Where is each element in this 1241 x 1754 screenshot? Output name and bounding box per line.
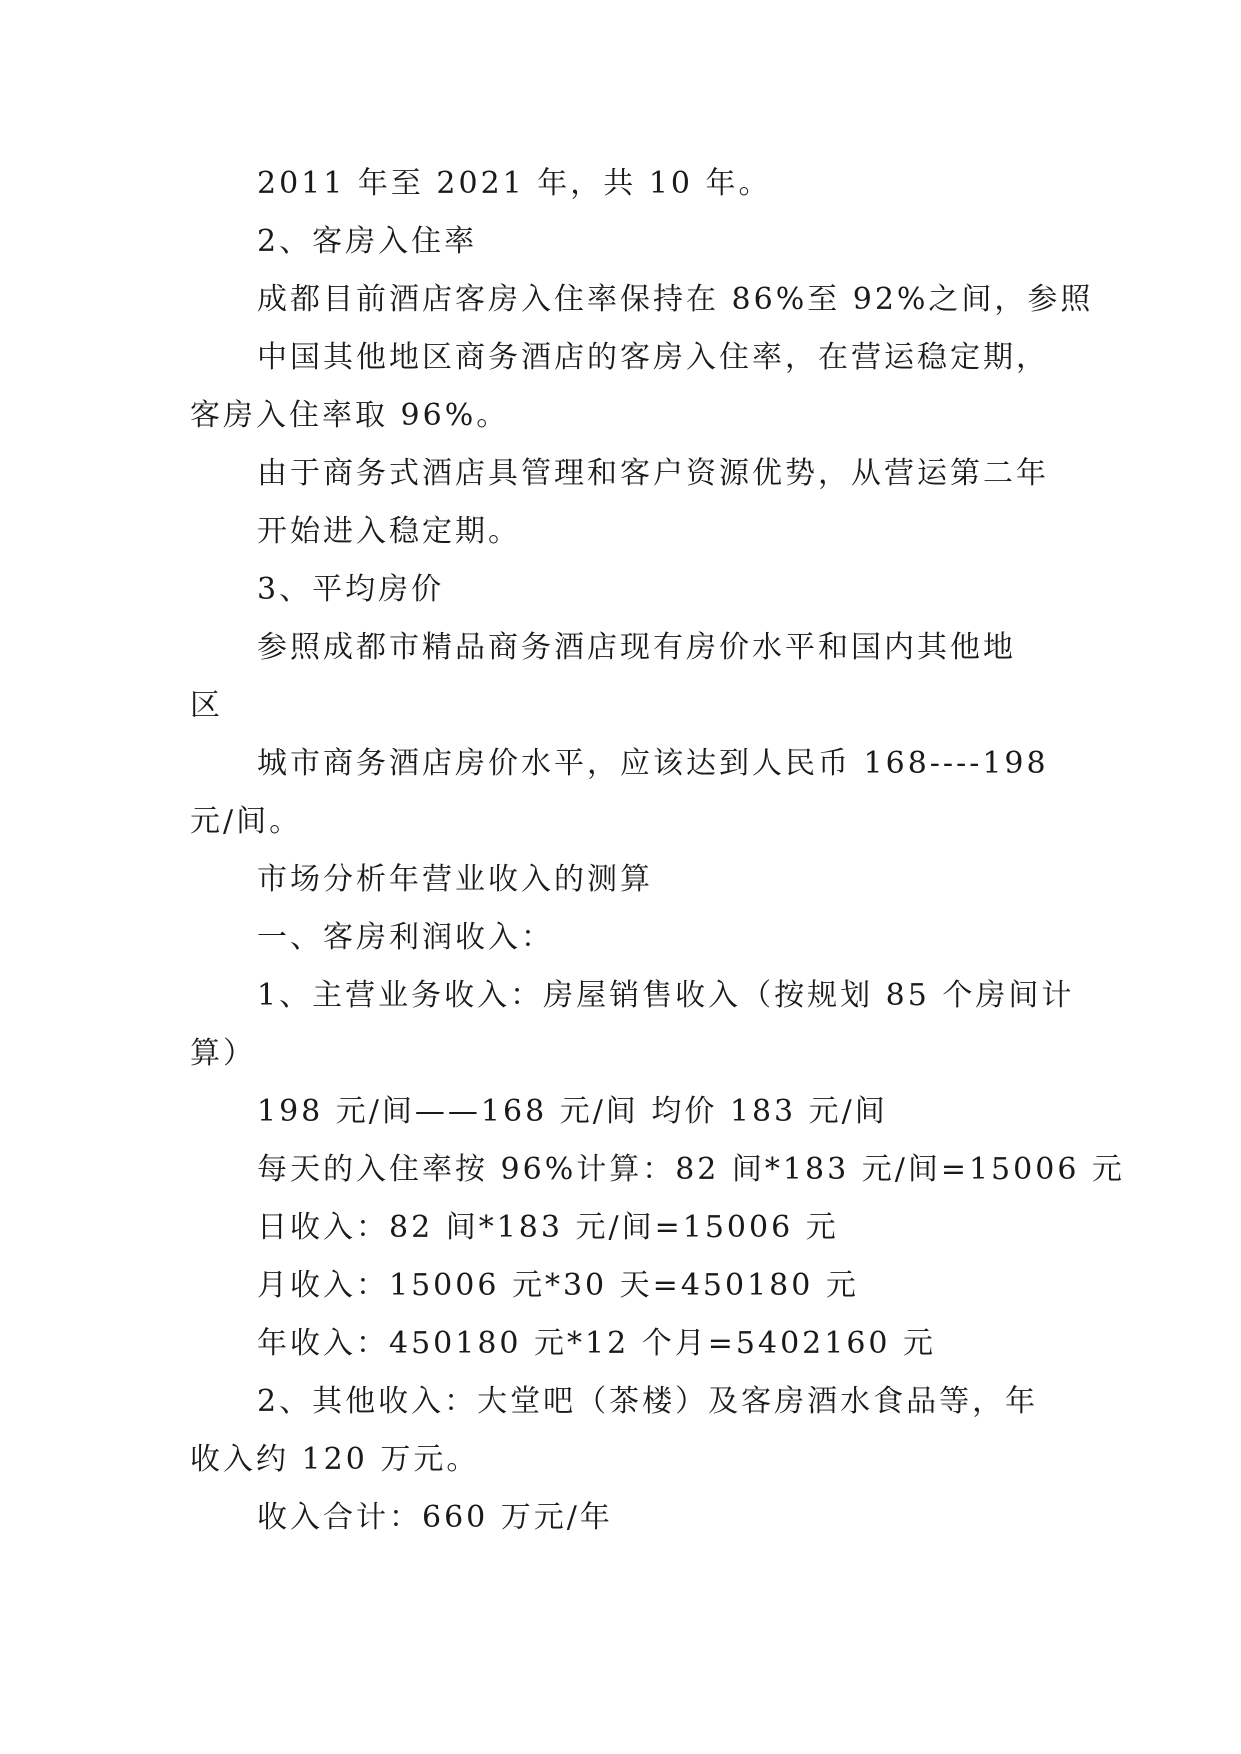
- text-line: 开始进入稳定期。: [257, 514, 521, 549]
- text-line: 日收入：82 间*183 元/间=15006 元: [257, 1210, 839, 1245]
- text-line: 1、主营业务收入：房屋销售收入（按规划 85 个房间计: [257, 978, 1075, 1013]
- text-line: 参照成都市精品商务酒店现有房价水平和国内其他地: [257, 630, 1016, 665]
- text-line: 月收入：15006 元*30 天=450180 元: [257, 1268, 859, 1303]
- text-line: 收入合计：660 万元/年: [257, 1500, 613, 1535]
- section-heading: 2、客房入住率: [257, 224, 478, 259]
- text-line: 年收入：450180 元*12 个月=5402160 元: [257, 1326, 937, 1361]
- text-line: 元/间。: [190, 804, 303, 839]
- text-line: 每天的入住率按 96%计算：82 间*183 元/间=15006 元: [257, 1152, 1125, 1187]
- text-line: 中国其他地区商务酒店的客房入住率，在营运稳定期，: [257, 340, 1049, 375]
- section-heading: 市场分析年营业收入的测算: [257, 862, 653, 897]
- text-line: 198 元/间——168 元/间 均价 183 元/间: [257, 1094, 888, 1129]
- text-line: 由于商务式酒店具管理和客户资源优势，从营运第二年: [257, 456, 1049, 491]
- text-line: 成都目前酒店客房入住率保持在 86%至 92%之间，参照: [257, 282, 1094, 317]
- text-line: 客房入住率取 96%。: [190, 398, 510, 433]
- section-heading: 一、客房利润收入：: [257, 920, 554, 955]
- text-line: 算）: [190, 1036, 256, 1071]
- section-heading: 3、平均房价: [257, 572, 445, 607]
- text-line: 2、其他收入：大堂吧（茶楼）及客房酒水食品等，年: [257, 1384, 1039, 1419]
- text-line: 城市商务酒店房价水平，应该达到人民币 168----198: [257, 746, 1049, 781]
- text-line: 2011 年至 2021 年，共 10 年。: [257, 166, 772, 201]
- text-line: 区: [190, 688, 223, 723]
- text-line: 收入约 120 万元。: [190, 1442, 480, 1477]
